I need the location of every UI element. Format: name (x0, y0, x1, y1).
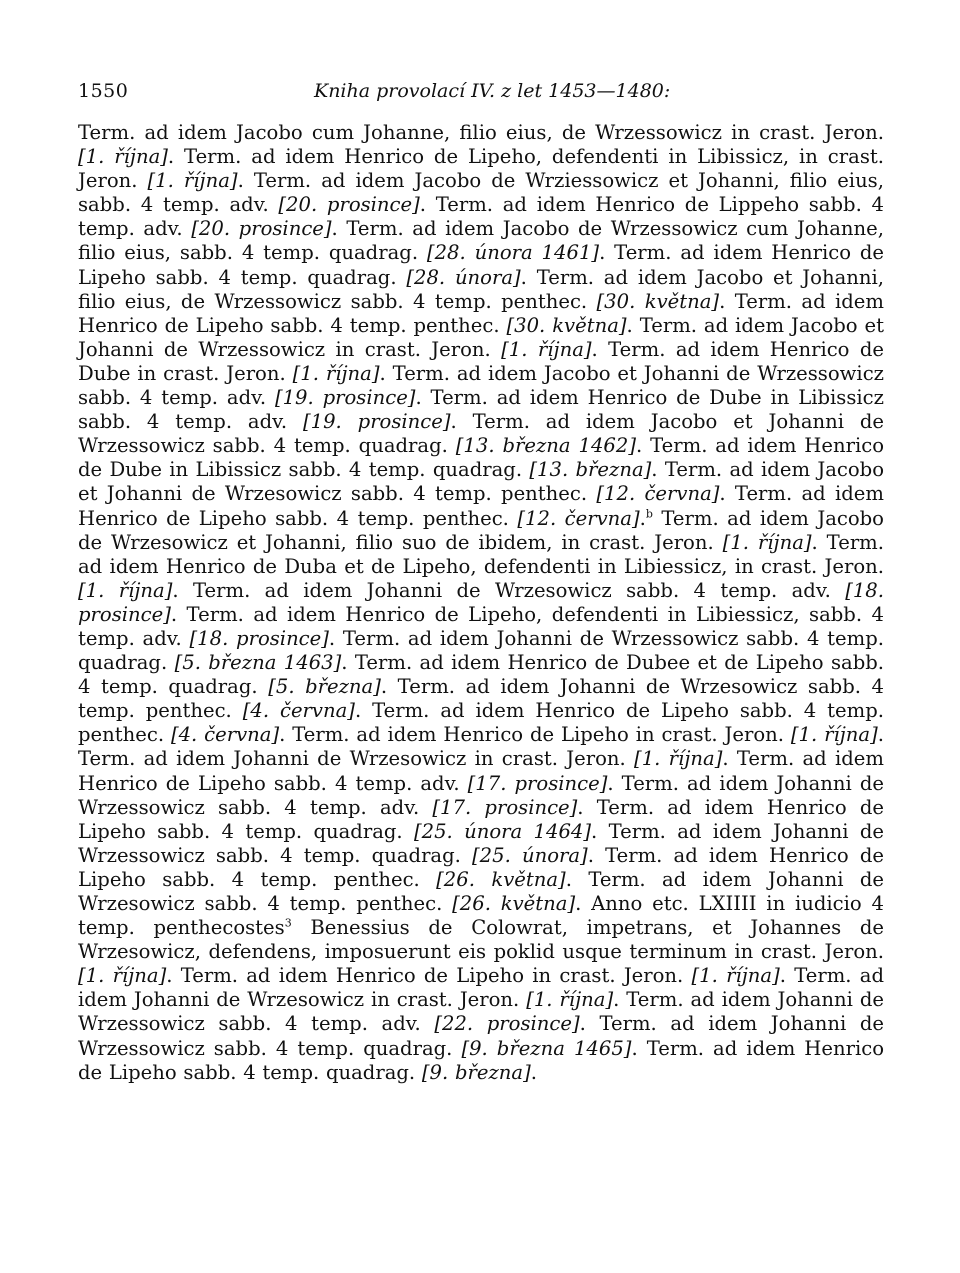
text-run: . Term. ad idem Jacobo et Johanni de Wrzessowicz in crast. Jeron. (78, 313, 884, 361)
text-run: . Anno etc. LXIIII in iudicio 4 temp. penthecostes (78, 892, 884, 940)
text-run: Term. ad idem Jacobo cum Johanne, filio eius, de Wrzessowicz in crast. Jeron. (78, 121, 884, 144)
text-run: . Term. ad idem Henrico de Dube in crast. Jeron. (78, 337, 884, 385)
text-run: . Term. ad idem Johanni de Wrzesowicz in crast. Jeron. (78, 964, 884, 1012)
date-annotation: [12. června] (596, 482, 720, 506)
text-run: . Term. ad idem Henrico de Lipeho sabb. 4 temp. adv. (78, 747, 884, 795)
date-annotation: [1. října] (691, 964, 780, 988)
date-annotation: [1. října] (634, 747, 723, 771)
text-run: . Term. ad idem Henrico de Lipeho in crast. Jeron. (279, 723, 791, 747)
date-annotation: [25. února 1464] (413, 819, 592, 843)
footnote-mark: 3 (284, 916, 292, 930)
date-annotation: [17. prosince] (432, 795, 578, 819)
footnote-mark: b (645, 506, 653, 520)
text-run: . Term. ad idem Johanni de Wrzesowicz sabb. 4 temp. penthec. (78, 867, 885, 915)
date-annotation: [4. června] (170, 723, 280, 747)
date-annotation: [18. prosince] (189, 626, 329, 650)
date-annotation: [13. března] (529, 458, 652, 482)
date-annotation: [30. května] (506, 313, 627, 337)
text-run: . Term. ad idem Henrico de Lipeho, defendenti in Libiessicz, sabb. 4 temp. adv. (78, 602, 884, 650)
text-run: . Term. ad idem Jacobo de Wrzessowicz cum Johanne, filio eius, sabb. 4 temp. quadrag. (78, 217, 884, 265)
text-run: . Term. ad idem Henrico de Lipeho sabb. 4 temp. quadrag. (78, 1036, 885, 1084)
text-run: . Term. ad idem Henrico de Dube in Libissicz sabb. 4 temp. adv. (78, 386, 884, 434)
text-run: . Term. ad idem Henrico de Lipeho, defendenti in Libissicz, in crast. Jeron. (78, 145, 884, 193)
text-run: . Term. ad idem Henrico de Lipeho in crast. Jeron. (166, 964, 692, 988)
date-annotation: [1. října] (501, 337, 592, 361)
date-annotation: [1. října] (147, 169, 238, 193)
text-run: . Term. ad idem Jacobo et Johanni, filio eius, de Wrzessowicz sabb. 4 temp. penthec. (78, 265, 884, 313)
text-run: . Term. ad idem Johanni de Wrzessowicz sabb. 4 temp. quadrag. (78, 819, 884, 867)
date-annotation: [20. prosince] (278, 193, 420, 217)
date-annotation: [1. října] (722, 530, 812, 554)
text-run: . Term. ad idem Johanni de Wrzessowicz sabb. 4 temp. quadrag. (78, 626, 884, 675)
text-run: . Term. ad idem Johanni de Wrzessowicz sabb. 4 temp. quadrag. (78, 1012, 884, 1060)
date-annotation: [1. října] (78, 145, 168, 169)
date-annotation: [1. října] (526, 988, 614, 1012)
text-run: . (530, 1060, 537, 1084)
date-annotation: [28. února] (406, 265, 521, 289)
date-annotation: [18. prosince] (78, 578, 884, 626)
text-run: . Term. ad idem Henrico de Dube in Libissicz sabb. 4 temp. quadrag. (78, 434, 884, 482)
text-run: . Term. ad idem Henrico de Lipeho sabb. 4 temp. penthec. (78, 482, 884, 530)
date-annotation: [1. října] (790, 723, 878, 747)
text-run: . Term. ad idem Jacobo et Johanni de Wrzessowicz sabb. 4 temp. adv. (78, 361, 884, 410)
text-run: . (639, 506, 646, 530)
date-annotation: [26. května] (436, 867, 566, 891)
text-run: . Term. ad idem Johanni de Wrzesowicz sabb. 4 temp. adv. (172, 578, 846, 602)
date-annotation: [20. prosince] (191, 217, 332, 241)
date-annotation: [4. června] (242, 699, 355, 723)
text-run: . Term. ad idem Henrico de Lipeho sabb. 4 temp. quadrag. (78, 241, 884, 289)
date-annotation: [22. prosince] (434, 1012, 580, 1036)
date-annotation: [1. října] (78, 578, 173, 602)
text-run: . Term. ad idem Jacobo et Johanni de Wrzessowicz sabb. 4 temp. quadrag. (78, 410, 884, 458)
text-run: Benessius de Colowrat, impetrans, et Johannes de Wrzesowicz, defendens, imposuerunt eis poklid usque terminum in crast. Jeron. (78, 916, 884, 964)
text-run: Term. ad idem Jacobo de Wrzesowicz et Johanni, filio suo de ibidem, in crast. Jeron. (78, 506, 884, 554)
text-run: . Term. ad idem Henrico de Lipeho sabb. 4 temp. penthec. (78, 843, 884, 891)
page-number: 1550 (78, 80, 129, 102)
date-annotation: [17. prosince] (467, 771, 608, 795)
body-paragraph (78, 121, 884, 1085)
date-annotation: [9. března] (421, 1060, 531, 1084)
text-run: . Term. ad idem Henrico de Dubee et de Lipeho sabb. 4 temp. quadrag. (78, 651, 885, 699)
text-run: . Term. ad idem Henrico de Lipeho sabb. 4 temp. quadrag. (78, 795, 884, 843)
text-run: . Term. ad idem Johanni de Wrzesowicz sabb. 4 temp. penthec. (78, 675, 885, 723)
date-annotation: [28. února 1461] (426, 241, 600, 265)
date-annotation: [13. března 1462] (455, 434, 636, 458)
running-title: Kniha provolací IV. z let 1453—1480: (314, 80, 671, 102)
date-annotation: [5. března 1463] (174, 651, 342, 675)
date-annotation: [25. února] (472, 843, 588, 867)
text-run: . Term. ad idem Henrico de Lippeho sabb. 4 temp. adv. (78, 193, 884, 241)
text-run: . Term. ad idem Henrico de Duba et de Lipeho, defendenti in Libiessicz, in crast. Jeron. (78, 530, 884, 578)
page-header (78, 80, 884, 110)
date-annotation: [26. května] (452, 892, 576, 915)
date-annotation: [30. května] (596, 289, 720, 313)
text-run: . Term. ad idem Henrico de Lipeho sabb. 4 temp. penthec. (78, 699, 884, 747)
date-annotation: [19. prosince] (274, 386, 416, 410)
text-run: . Term. ad idem Jacobo et Johanni de Wrzesowicz sabb. 4 temp. penthec. (78, 458, 884, 506)
date-annotation: [1. října] (78, 964, 167, 988)
text-run: . Term. ad idem Henrico de Lipeho sabb. 4 temp. penthec. (78, 289, 884, 337)
text-run: . Term. ad idem Johanni de Wrzesowicz in crast. Jeron. (78, 723, 884, 771)
date-annotation: [5. března] (268, 675, 381, 699)
text-run: . Term. ad idem Johanni de Wrzessowicz sabb. 4 temp. adv. (78, 988, 884, 1036)
text-run: . Term. ad idem Johanni de Wrzessowicz sabb. 4 temp. adv. (78, 771, 884, 819)
date-annotation: [19. prosince] (302, 410, 451, 434)
date-annotation: [9. března 1465] (461, 1036, 632, 1060)
date-annotation: [1. října] (292, 361, 380, 385)
date-annotation: [12. června] (517, 506, 640, 530)
text-run: . Term. ad idem Jacobo de Wrziessowicz et Johanni, filio eius, sabb. 4 temp. adv. (78, 169, 884, 217)
